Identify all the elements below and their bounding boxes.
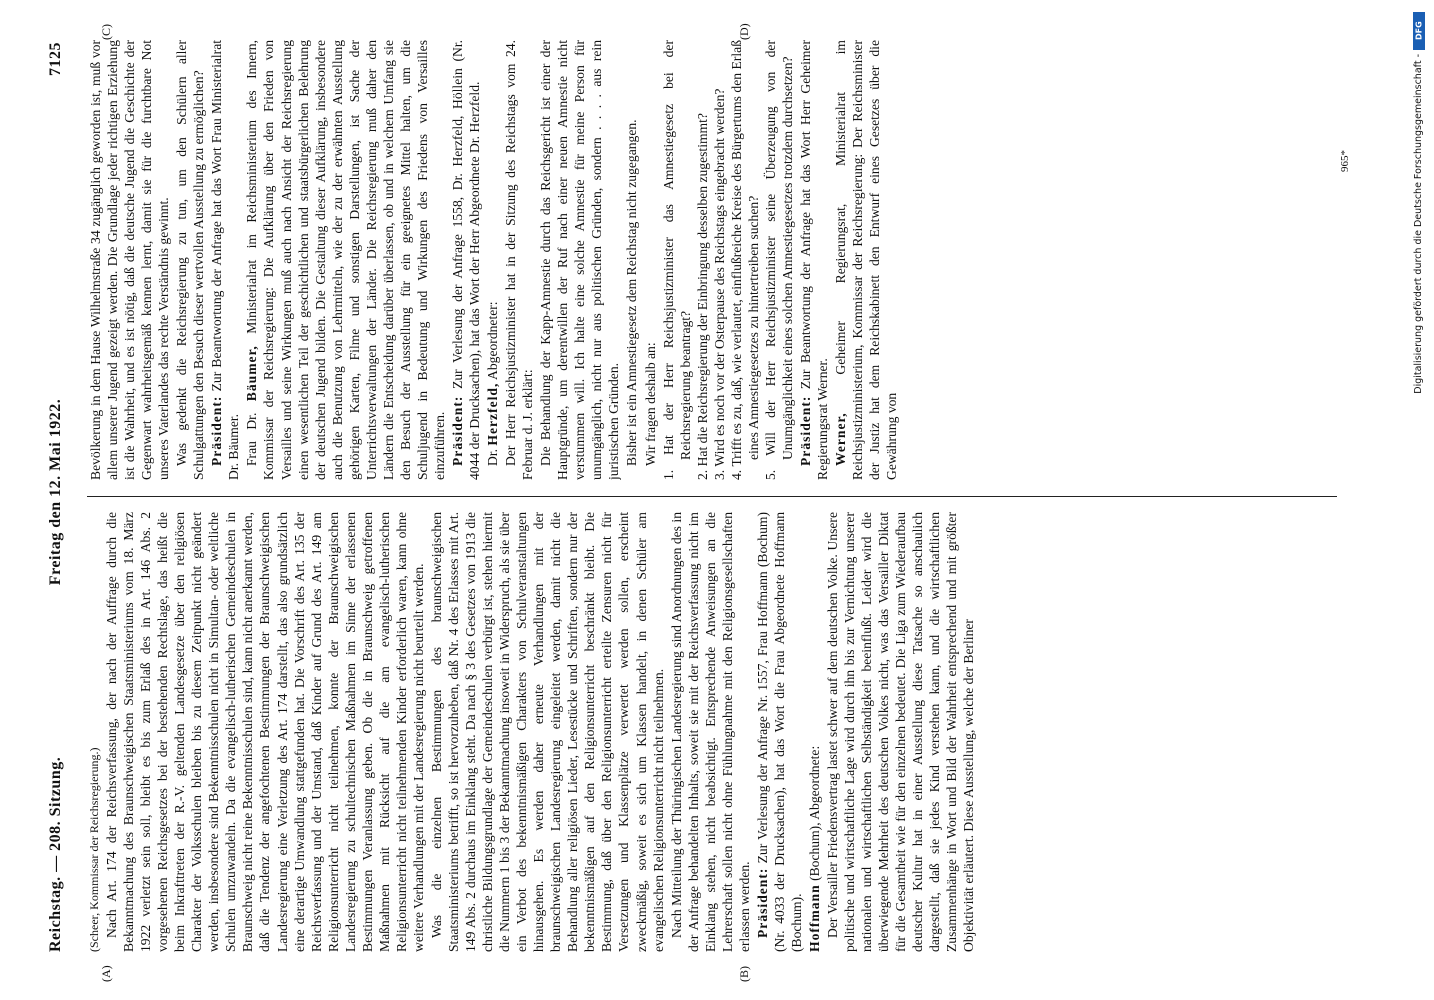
speech-text: Zur Beantwortung der Anfrage hat das Wort Frau Ministerialrat Dr. Bäumer. [209, 40, 242, 480]
speaker-role: (Bochum), Abgeordnete: [806, 745, 822, 881]
question-item: 2. Hat die Reichsregierung der Einbringung desselben zugestimmt? [694, 113, 710, 480]
quotation: Die Behandlung der Kapp-Amnestie durch das Reichsgericht ist einer der Hauptgründe, um derentwillen der Ruf nach einer neuen Amnestie nicht verstummen will. Ich halte eine solche Amnestie für meine Person für unumgänglich, nicht nur aus politischen Gründen, sondern . . . . aus rein juristischen Gründen. [538, 40, 622, 480]
paragraph: Nach Mitteilung der Thüringischen Landesregierung sind Anordnungen des in der Anfrage behandelten Inhalts, soweit sie mit der Reichsverfassung nicht im Einklang stehen, nicht beabsichtigt. Entsprechende Anweisungen an die Lehrerschaft sollen nicht ohne Fühlungnahme mit den Religionsgesellschaften erlassen werden. [668, 512, 752, 952]
speaker-prefix: Dr. [485, 449, 501, 466]
digitization-credit [1405, 8, 1431, 992]
speaker-continuation: (Scheer, Kommissar der Reichsregierung.) [87, 747, 101, 952]
speaker-intro [484, 40, 501, 480]
speaker-name: Bäumer, [244, 345, 260, 402]
margin-marker-b: (B) [737, 966, 751, 982]
header-date: Freitag den 12. Mai 1922. [47, 398, 64, 586]
president-speech [754, 512, 805, 952]
credit-text: Digitalisierung gefördert durch die Deutsche Forschungsgemeinschaft - [1413, 54, 1424, 394]
paragraph: Bevölkerung in dem Hause Wilhelmstraße 34 zugänglich geworden ist, muß vor allem unserer Jugend gezeigt werden. Die Grundlage jeder richtigen Erziehung ist die Wahrheit, und es ist nötig, daß die deutsche Jugend die Geschichte der Gegenwart wahrheitsgemäß kennen lernt, damit sie für die furchtbare Not unseres Vaterlandes das rechte Verständnis gewinnt. [88, 40, 172, 480]
paragraph: Was gedenkt die Reichsregierung zu tun, um den Schülern aller Schulgattungen den Besuch dieser wertvollen Ausstellung zu ermöglichen? [174, 40, 207, 480]
speaker-name: Präsident: [449, 395, 465, 466]
left-column [87, 512, 1357, 952]
question-item: 3. Wird es noch vor der Osterpause des Reichstags eingebracht werden? [711, 88, 727, 480]
paragraph: Der Herr Reichsjustizminister hat in der Sitzung des Reichstags vom 24. Februar d. J. erklärt: [503, 40, 536, 480]
margin-marker-c: (C) [99, 24, 113, 40]
president-speech [449, 40, 483, 480]
paragraph: Nach Art. 174 der Reichsverfassung, der nach der Auffrage durch die Bekanntmachung des Braunschweigischen Staatsministeriums vom 18. März 1922 verletzt sein soll, bleibt es bis zum Erlaß des in Art. 146 Abs. 2 vorgesehenen Reichsgesetzes bei der bestehenden Rechtslage, das heißt die beim Inkrafttreten der R.-V. geltenden Landesgesetze über den religiösen Charakter der Volksschulen bleiben bis zu diesem Zeitpunkt nicht geändert werden, insbesondere sind Bekenntnisschulen nicht in Simultan- oder weltliche Schulen umzuwandeln. Da die evangelisch-lutherischen Gemeindeschulen in Braunschweig nicht reine Bekenntnisschulen sind, kann nicht anerkannt werden, daß die Tendenz der angefochtenen Bestimmungen der Braunschweigischen Landesregierung eine Verletzung des Art. 174 darstellt, das also grundsätzlich eine derartige Umwandlung stattgefunden hat. Die Vorschrift des Art. 135 der Reichsverfassung und der Umstand, daß Kinder auf Grund des Art. 149 am Religionsunterricht nicht teilnehmen, konnte der Braunschweigischen Landesregierung zu schultechnischen Maßnahmen im Sinne der erlassenen Bestimmungen Veranlassung geben. Ob die in Braunschweig getroffenen Maßnahmen mit Rücksicht auf die am evangelisch-lutherischen Religionsunterricht nicht teilnehmenden Kinder erforderlich waren, kann ohne weitere Verhandlungen mit der Landesregierung nicht beurteilt werden. [104, 512, 426, 952]
speaker-name: Herzfeld, [485, 382, 501, 446]
speech-text: Zur Verlesung der Anfrage 1558, Dr. Herzfeld, Höllein (Nr. 4044 der Drucksachen), hat das Wort der Herr Abgeordnete Dr. Herzfeld. [449, 40, 483, 480]
speaker-name: Präsident: [209, 395, 225, 466]
question-item: 5. Will der Herr Reichsjustizminister seine Überzeugung von der Unumgänglichkeit eines solchen Amnestiegesetzes trotzdem durchsetzen? [762, 40, 795, 480]
paragraph: Der Versailler Friedensvertrag lastet schwer auf dem deutschen Volke. Unsere politische und wirtschaftliche Lage wird durch ihn bis zur Vernichtung unserer nationalen und wirtschaftlichen Selbständigkeit beeinflußt. Leider wird die überwiegende Mehrheit des deutschen Volkes nicht, was das Versailler Diktat für die Gesamtheit wie für den einzelnen bedeutet. Die Liga zum Wiederaufbau deutscher Kultur hat in einer Ausstellung diese Tatsache so anschaulich dargestellt, daß sie jedes Kind verstehen kann, und die wirtschaftlichen Zusammenhänge in Wort und Bild der Wahrheit entsprechend und mit größter Objektivität erläutert. Diese Ausstellung, welche der Berliner [825, 512, 977, 952]
question-item: 1. Hat der Herr Reichsjustizminister das Amnestiegesetz bei der Reichsregierung beantragt? [660, 40, 693, 480]
speaker-prefix: Frau Dr. [244, 412, 260, 466]
column-divider [87, 496, 1337, 497]
header-left: Reichstag. — 208. Sitzung. [47, 756, 64, 952]
speech-text: Ministerialrat im Reichsministerium des Innern, Kommissar der Reichsregierung: Die Aufklärung über den Frieden von Versailles und seine Wirkungen muß auch nach Ansicht der Reichsregierung einen wesentlichen Teil der geschichtlichen und staatsbürgerlichen Belehrung der deutschen Jugend bilden. Die Gestaltung dieser Aufklärung, insbesondere auch die Benutzung von Lehrmitteln, wie der zu der erwähnten Ausstellung gehörigen Karten, Filme und sonstigen Darstellungen, ist Sache der Unterrichtsverwaltungen der Länder. Die Reichsregierung muß daher den Ländern die Entscheidung darüber überlassen, ob und in welchem Umfang sie den Besuch der Ausstellung für ein geeignetes Mittel halten, um die Schuljugend in Bedeutung und Wirkungen des Friedens von Versailles einzuführen. [244, 40, 447, 480]
right-column [87, 40, 1357, 480]
speech-werner [832, 40, 900, 480]
president-speech [797, 40, 831, 480]
speech-text: Zur Beantwortung der Anfrage hat das Wort Herr Geheimer Regierungsrat Werner. [797, 40, 830, 480]
paragraph: Bisher ist ein Amnestiegesetz dem Reichstag nicht zugegangen. [624, 119, 640, 466]
speech-text: Zur Verlesung der Anfrage Nr. 1557, Frau Hoffmann (Bochum) (Nr. 4033 der Drucksachen), hat das Wort die Frau Abgeordnete Hoffmann (Bochum). [754, 512, 804, 952]
header-page-number: 7125 [47, 42, 64, 76]
speaker-name: Präsident: [754, 867, 770, 938]
president-speech [208, 40, 242, 480]
margin-marker-d: (D) [737, 23, 751, 40]
speaker-intro [806, 512, 823, 952]
speaker-name: Präsident: [797, 395, 813, 466]
question-item: 4. Trifft es zu, daß, wie verlautet, einflußreiche Kreise des Bürgertums den Erlaß eines Amnestiegesetzes zu hintertreiben suchen? [728, 40, 761, 480]
page-header [47, 32, 71, 952]
speech-text: Geheimer Regierungsrat, Ministerialrat im Reichsjustizministerium, Kommissar der Reichsregierung: Der Reichsminister der Justiz hat dem Reichskabinett den Entwurf eines Gesetzes über die Gewährung von [833, 40, 900, 480]
paragraph: Wir fragen deshalb an: [642, 342, 658, 466]
speaker-role: Abgeordneter: [485, 301, 501, 380]
speaker-name: Werner, [833, 412, 849, 466]
scanned-page [47, 23, 1367, 982]
paragraph: Was die einzelnen Bestimmungen des braunschweigischen Staatsministeriums betrifft, so ist hervorzuheben, daß Nr. 4 des Erlasses mit Art. 149 Abs. 2 durchaus im Einklang steht. Da nach § 3 des Gesetzes von 1913 die christliche Bildungsgrundlage der Gemeindeschulen verbürgt ist, stehen hiermit die Nummern 1 bis 3 der Bekanntmachung insoweit in Widerspruch, als sie über ein Verbot des bekenntnismäßigen Charakters von Schulveranstaltungen hinausgehen. Es werden daher erneute Verhandlungen mit der braunschweigischen Landesregierung eingeleitet werden, damit nicht die Behandlung aller religiösen Lieder, Lesestücke und Schriften, sondern nur der bekenntnismäßigen auf den Religionsunterricht beschränkt bleibt. Die Bestimmung, daß über den Religionsunterricht erteilte Zensuren nicht für Versetzungen und Klassenplätze verwertet werden sollen, erscheint zweckmäßig, soweit es sich um Klassen handelt, in denen Schüler am evangelischen Religionsunterricht nicht teilnehmen. [428, 512, 666, 952]
footer-sheet-number: 965* [1339, 150, 1351, 172]
margin-marker-a: (A) [99, 965, 113, 982]
speaker-name: Hoffmann [806, 884, 822, 952]
question-list [660, 40, 796, 480]
dfg-logo-icon: DFG [1413, 12, 1425, 50]
speech-baeumer [243, 40, 448, 480]
